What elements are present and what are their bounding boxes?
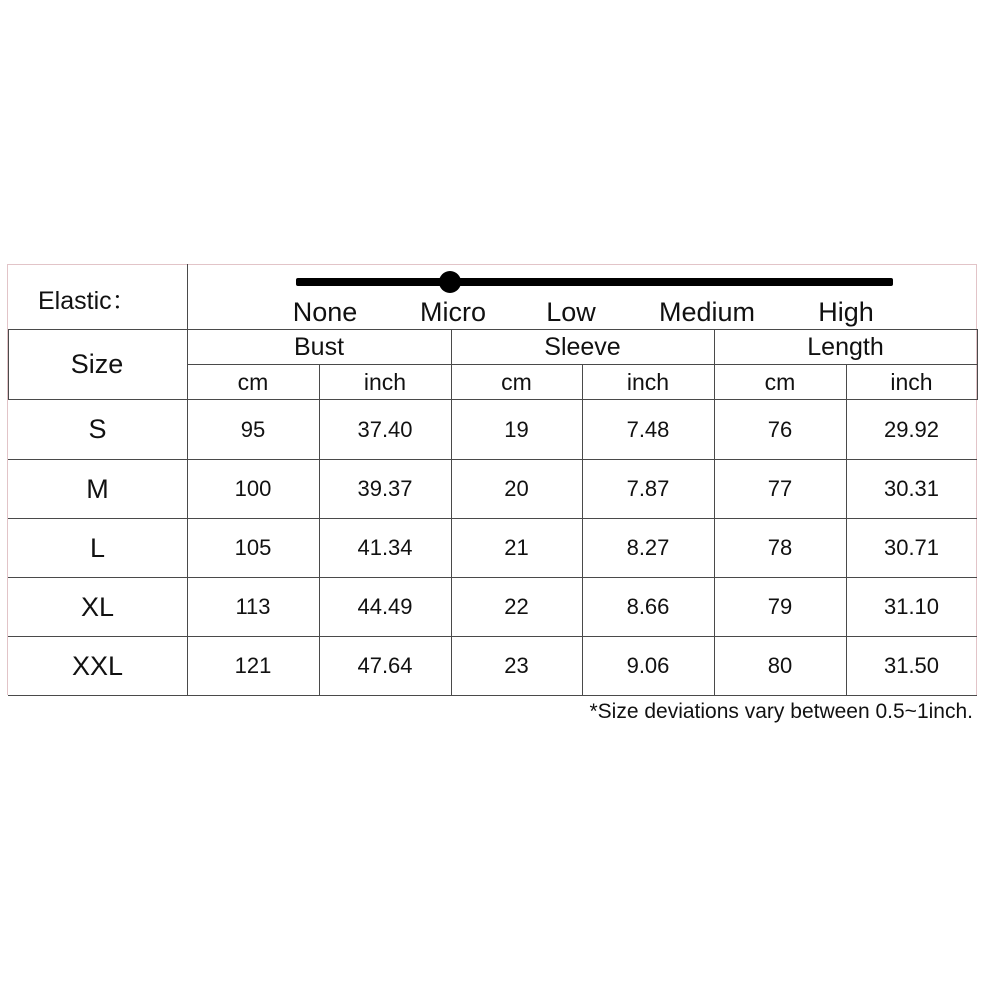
header-sleeve-inch: inch (626, 369, 670, 395)
table-cell: 22 (504, 594, 529, 619)
divider-elastic-row-left (8, 329, 187, 330)
header-sleeve: Sleeve (544, 332, 621, 361)
size-deviation-note: *Size deviations vary between 0.5~1inch. (589, 700, 973, 723)
header-length: Length (807, 332, 884, 361)
header-length-inch: inch (890, 369, 933, 395)
elastic-slider-track (296, 278, 893, 286)
table-cell: 23 (504, 653, 529, 678)
table-cell: 31.10 (883, 594, 940, 619)
elastic-level-none: None (292, 296, 358, 327)
table-cell: 9.06 (626, 653, 670, 678)
header-bust: Bust (293, 332, 345, 361)
size-cell-xxl: XXL (71, 650, 124, 681)
elastic-level-low: Low (546, 296, 596, 327)
size-header: Size (70, 349, 124, 379)
size-cell-m: M (86, 473, 109, 504)
table-cell: 76 (767, 416, 793, 442)
table-cell: 44.49 (357, 594, 413, 619)
table-cell: 80 (767, 653, 793, 678)
table-bottom-edge (8, 695, 977, 696)
table-cell: 95 (240, 416, 266, 442)
size-cell-xl: XL (80, 591, 115, 622)
size-cell-s: S (88, 414, 107, 444)
table-cell: 29.92 (883, 416, 940, 442)
table-cell: 78 (767, 535, 793, 560)
size-cell-l: L (89, 532, 106, 563)
elastic-label: Elastic： (38, 287, 137, 315)
table-cell: 41.34 (357, 535, 413, 560)
table-cell: 8.66 (626, 594, 670, 619)
table-cell: 7.48 (626, 416, 670, 442)
table-cell: 8.27 (626, 535, 670, 560)
table-cell: 105 (234, 535, 272, 560)
table-cell: 77 (767, 476, 793, 501)
divider-left-edge (8, 329, 9, 400)
table-cell: 19 (504, 416, 529, 442)
header-bust-inch: inch (363, 369, 407, 395)
elastic-level-high: High (818, 296, 874, 327)
table-cell: 30.71 (883, 535, 940, 560)
header-sleeve-cm: cm (501, 369, 532, 395)
table-cell: 100 (234, 476, 272, 501)
table-cell: 47.64 (357, 653, 413, 678)
table-cell: 30.31 (883, 476, 940, 501)
header-bust-cm: cm (237, 369, 269, 395)
elastic-level-medium: Medium (658, 296, 756, 327)
table-cell: 7.87 (626, 476, 670, 501)
table-cell: 37.40 (357, 416, 413, 442)
header-length-cm: cm (764, 369, 796, 395)
divider-right-edge (977, 329, 978, 400)
table-cell: 79 (767, 594, 793, 619)
table-cell: 113 (235, 594, 271, 619)
table-cell: 20 (504, 476, 529, 501)
elastic-slider-knob (439, 271, 461, 293)
elastic-level-micro: Micro (420, 296, 486, 327)
table-cell: 21 (504, 535, 529, 560)
table-cell: 39.37 (357, 476, 413, 501)
table-cell: 121 (234, 653, 272, 678)
table-cell: 31.50 (883, 653, 940, 678)
